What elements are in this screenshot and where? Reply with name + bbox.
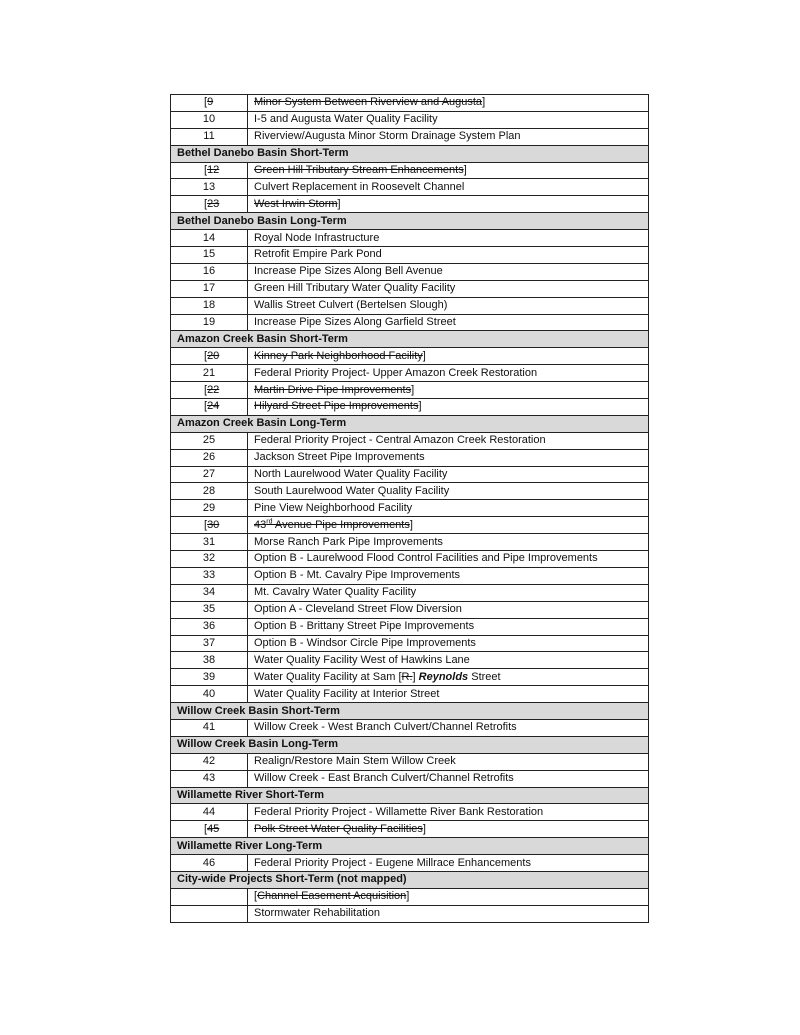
project-name: Option A - Cleveland Street Flow Diversion [254, 603, 462, 616]
project-name: Avenue Pipe Improvements [272, 518, 410, 531]
project-name: North Laurelwood Water Quality Facility [254, 468, 448, 481]
project-name: Federal Priority Project - Central Amazon Creek Restoration [254, 434, 546, 447]
project-name: Increase Pipe Sizes Along Garfield Street [254, 316, 456, 329]
table-row [171, 517, 649, 534]
project-name-cell [248, 584, 649, 601]
project-name-cell [248, 753, 649, 770]
section-header-row [171, 145, 649, 162]
project-number-cell [171, 551, 248, 568]
table-row [171, 348, 649, 365]
table-row [171, 314, 649, 331]
project-name-cell [248, 483, 649, 500]
table-row [171, 230, 649, 247]
project-name-cell [248, 534, 649, 551]
project-name: Stormwater Rehabilitation [254, 907, 380, 920]
project-number-cell [171, 601, 248, 618]
project-name: Willow Creek - West Branch Culvert/Channel Retrofits [254, 721, 517, 734]
project-name-cell: Minor System Between Riverview and Augusta] [248, 95, 649, 112]
project-name-cell [248, 230, 649, 247]
project-name: Increase Pipe Sizes Along Bell Avenue [254, 265, 443, 278]
bracket-open: [ [398, 670, 402, 683]
project-name-cell [248, 686, 649, 703]
project-number: 14 [202, 231, 216, 244]
project-number-cell [171, 247, 248, 264]
project-number-cell [171, 483, 248, 500]
project-number-cell: [45 [171, 821, 248, 838]
project-name-cell [248, 500, 649, 517]
table-row [171, 263, 649, 280]
table-row [171, 111, 649, 128]
project-name-cell [248, 770, 649, 787]
project-number-cell [171, 635, 248, 652]
project-number-cell [171, 855, 248, 872]
table-row [171, 719, 649, 736]
table-row [171, 652, 649, 669]
section-title: City-wide Projects Short-Term (not mapped) [171, 871, 649, 888]
project-table-body [171, 95, 649, 923]
project-number-cell [171, 686, 248, 703]
project-table [170, 94, 649, 923]
table-row [171, 753, 649, 770]
project-name: Retrofit Empire Park Pond [254, 248, 382, 261]
project-number-cell [171, 128, 248, 145]
project-name: Riverview/Augusta Minor Storm Drainage System Plan [254, 130, 521, 143]
project-name: Hilyard Street Pipe Improvements [254, 400, 419, 413]
section-title: Amazon Creek Basin Long-Term [171, 415, 649, 432]
section-title: Bethel Danebo Basin Short-Term [171, 145, 649, 162]
project-number: 26 [202, 451, 216, 464]
table-row [171, 618, 649, 635]
project-number-cell [171, 753, 248, 770]
section-title: Amazon Creek Basin Short-Term [171, 331, 649, 348]
project-name: Option B - Windsor Circle Pipe Improvements [254, 636, 476, 649]
project-number: 31 [202, 535, 216, 548]
project-name: Wallis Street Culvert (Bertelsen Slough) [254, 299, 448, 312]
project-number: 15 [202, 248, 216, 261]
project-name: Realign/Restore Main Stem Willow Creek [254, 755, 456, 768]
project-number: 18 [202, 299, 216, 312]
project-number-cell: [9 [171, 95, 248, 112]
table-row [171, 534, 649, 551]
project-name-cell [248, 618, 649, 635]
project-number: 12 [207, 164, 220, 176]
project-name: Mt. Cavalry Water Quality Facility [254, 586, 417, 599]
project-name-cell [248, 905, 649, 922]
project-number: 39 [202, 670, 216, 683]
section-header-row [171, 787, 649, 804]
project-name-cell [248, 247, 649, 264]
table-row [171, 770, 649, 787]
project-name-cell [248, 179, 649, 196]
project-number: 32 [202, 552, 216, 565]
project-name-cell [248, 635, 649, 652]
project-number: 21 [202, 366, 216, 379]
project-name-cell [248, 432, 649, 449]
project-name: Morse Ranch Park Pipe Improvements [254, 535, 443, 548]
table-row [171, 888, 649, 905]
project-number: 41 [202, 721, 216, 734]
project-name: West Irwin Storm [254, 197, 338, 210]
project-number-cell [171, 618, 248, 635]
project-name: Willow Creek - East Branch Culvert/Channel Retrofits [254, 772, 514, 785]
project-number-cell [171, 297, 248, 314]
section-header-row [171, 415, 649, 432]
project-name-cell [248, 719, 649, 736]
project-name: Water Quality Facility at Interior Street [254, 687, 440, 700]
project-name-cell [248, 567, 649, 584]
project-number: 44 [202, 805, 216, 818]
project-name: Option B - Mt. Cavalry Pipe Improvements [254, 569, 461, 582]
table-row [171, 365, 649, 382]
table-row [171, 601, 649, 618]
project-name-cell [248, 551, 649, 568]
project-number: 10 [202, 113, 216, 126]
project-name-cell [248, 855, 649, 872]
table-row [171, 297, 649, 314]
project-number: 28 [202, 484, 216, 497]
table-row [171, 567, 649, 584]
project-name-cell: Hilyard Street Pipe Improvements] [248, 399, 649, 416]
project-name-cell [248, 280, 649, 297]
section-header-row [171, 213, 649, 230]
project-name: Water Quality Facility at Sam [254, 670, 399, 683]
project-name-cell: [Channel Easement Acquisition] [248, 888, 649, 905]
project-number-cell: [12 [171, 162, 248, 179]
project-number: 22 [207, 383, 220, 396]
project-name: Green Hill Tributary Water Quality Facility [254, 282, 456, 295]
project-number-cell [171, 179, 248, 196]
table-row [171, 500, 649, 517]
project-name: Federal Priority Project- Upper Amazon Creek Restoration [254, 366, 538, 379]
section-header-row [171, 331, 649, 348]
project-name-cell: Kinney Park Neighborhood Facility] [248, 348, 649, 365]
project-number-cell [171, 263, 248, 280]
project-number: 34 [202, 586, 216, 599]
project-number: 29 [202, 501, 216, 514]
project-number-cell [171, 888, 248, 905]
section-title: Willow Creek Basin Short-Term [171, 703, 649, 720]
project-name-cell: Martin Drive Pipe Improvements] [248, 382, 649, 399]
project-name: Channel Easement Acquisition [257, 890, 407, 903]
struck-text: R. [401, 670, 413, 683]
project-name-cell [248, 449, 649, 466]
project-name-cell [248, 601, 649, 618]
project-name-cell: Green Hill Tributary Stream Enhancements] [248, 162, 649, 179]
bracket-close: ] [412, 670, 416, 683]
project-number: 42 [202, 755, 216, 768]
project-number-cell: [30 [171, 517, 248, 534]
project-number: 9 [207, 96, 214, 109]
project-number: 37 [202, 636, 216, 649]
project-number: 25 [202, 434, 216, 447]
project-number-cell [171, 230, 248, 247]
project-number-cell: [23 [171, 196, 248, 213]
project-number-cell: [24 [171, 399, 248, 416]
project-name-cell [248, 466, 649, 483]
project-number-cell [171, 449, 248, 466]
ordinal-suffix: rd [266, 518, 273, 526]
project-number: 30 [207, 518, 220, 531]
section-header-row [171, 736, 649, 753]
project-number: 11 [203, 130, 215, 143]
project-number-cell [171, 432, 248, 449]
project-number: 35 [202, 603, 216, 616]
project-number-cell [171, 500, 248, 517]
project-number-cell [171, 905, 248, 922]
project-name-cell: 43rd Avenue Pipe Improvements] [248, 517, 649, 534]
table-row [171, 432, 649, 449]
project-number-cell [171, 719, 248, 736]
table-row [171, 905, 649, 922]
inserted-text: Reynolds [418, 670, 469, 683]
project-name-prefix: 43 [254, 518, 267, 531]
table-row [171, 280, 649, 297]
section-title: Willamette River Long-Term [171, 838, 649, 855]
table-row [171, 584, 649, 601]
project-number: 45 [207, 822, 220, 835]
project-name: Federal Priority Project - Willamette River Bank Restoration [254, 805, 544, 818]
project-name-cell [248, 804, 649, 821]
project-name: Water Quality Facility West of Hawkins Lane [254, 653, 470, 666]
project-number-cell [171, 280, 248, 297]
project-number-cell [171, 534, 248, 551]
project-name: South Laurelwood Water Quality Facility [254, 484, 450, 497]
project-number: 36 [202, 620, 216, 633]
project-name: Kinney Park Neighborhood Facility [254, 349, 423, 362]
project-number-cell [171, 111, 248, 128]
project-name: Option B - Laurelwood Flood Control Facilities and Pipe Improvements [254, 552, 598, 565]
project-name-cell [248, 111, 649, 128]
table-row [171, 247, 649, 264]
table-row [171, 399, 649, 416]
project-number-cell: [22 [171, 382, 248, 399]
project-number: 33 [202, 569, 216, 582]
table-row [171, 95, 649, 112]
project-name-cell [248, 297, 649, 314]
project-number: 23 [207, 197, 220, 210]
section-title: Willow Creek Basin Long-Term [171, 736, 649, 753]
project-number: 24 [207, 400, 220, 413]
project-name: Martin Drive Pipe Improvements [254, 383, 412, 396]
project-number: 13 [202, 180, 216, 193]
section-title: Bethel Danebo Basin Long-Term [171, 213, 649, 230]
project-number-cell [171, 669, 248, 686]
project-name: Green Hill Tributary Stream Enhancements [254, 164, 464, 176]
project-name: Jackson Street Pipe Improvements [254, 451, 425, 464]
project-number: 19 [202, 316, 216, 329]
project-name: Minor System Between Riverview and Augusta [254, 96, 483, 109]
table-row [171, 483, 649, 500]
section-header-row [171, 871, 649, 888]
table-row [171, 669, 649, 686]
table-row [171, 179, 649, 196]
table-row [171, 686, 649, 703]
table-row [171, 551, 649, 568]
table-row [171, 635, 649, 652]
section-header-row [171, 703, 649, 720]
project-name-suffix: Street [468, 670, 501, 683]
project-name-cell [248, 652, 649, 669]
project-name-cell [248, 263, 649, 280]
project-name: Pine View Neighborhood Facility [254, 501, 413, 514]
project-name: Polk Street Water Quality Facilities [254, 822, 423, 835]
project-name-cell: West Irwin Storm] [248, 196, 649, 213]
table-row [171, 449, 649, 466]
project-name-cell [248, 669, 649, 686]
project-name: Federal Priority Project - Eugene Millrace Enhancements [254, 856, 531, 869]
section-title: Willamette River Short-Term [171, 787, 649, 804]
project-number: 16 [202, 265, 216, 278]
project-number: 46 [202, 856, 216, 869]
project-number-cell [171, 365, 248, 382]
project-name-cell: Polk Street Water Quality Facilities] [248, 821, 649, 838]
section-header-row [171, 838, 649, 855]
table-row [171, 466, 649, 483]
project-name-cell [248, 365, 649, 382]
project-name: Culvert Replacement in Roosevelt Channel [254, 180, 465, 193]
project-number-cell: [20 [171, 348, 248, 365]
project-number-cell [171, 804, 248, 821]
project-number-cell [171, 584, 248, 601]
table-row [171, 821, 649, 838]
project-number: 43 [202, 772, 216, 785]
table-row [171, 804, 649, 821]
project-name-cell [248, 128, 649, 145]
table-row [171, 128, 649, 145]
project-number-cell [171, 567, 248, 584]
project-number: 20 [207, 349, 220, 362]
project-number: 27 [202, 468, 216, 481]
table-row [171, 855, 649, 872]
project-name-cell [248, 314, 649, 331]
project-number: 40 [202, 687, 216, 700]
project-number-cell [171, 314, 248, 331]
project-number-cell [171, 652, 248, 669]
project-number: 38 [202, 653, 216, 666]
project-name: Royal Node Infrastructure [254, 231, 380, 244]
project-name: I-5 and Augusta Water Quality Facility [254, 113, 438, 126]
project-name: Option B - Brittany Street Pipe Improvements [254, 620, 475, 633]
table-row [171, 382, 649, 399]
table-row [171, 162, 649, 179]
table-row [171, 196, 649, 213]
project-number-cell [171, 466, 248, 483]
project-number-cell [171, 770, 248, 787]
project-number: 17 [202, 282, 216, 295]
